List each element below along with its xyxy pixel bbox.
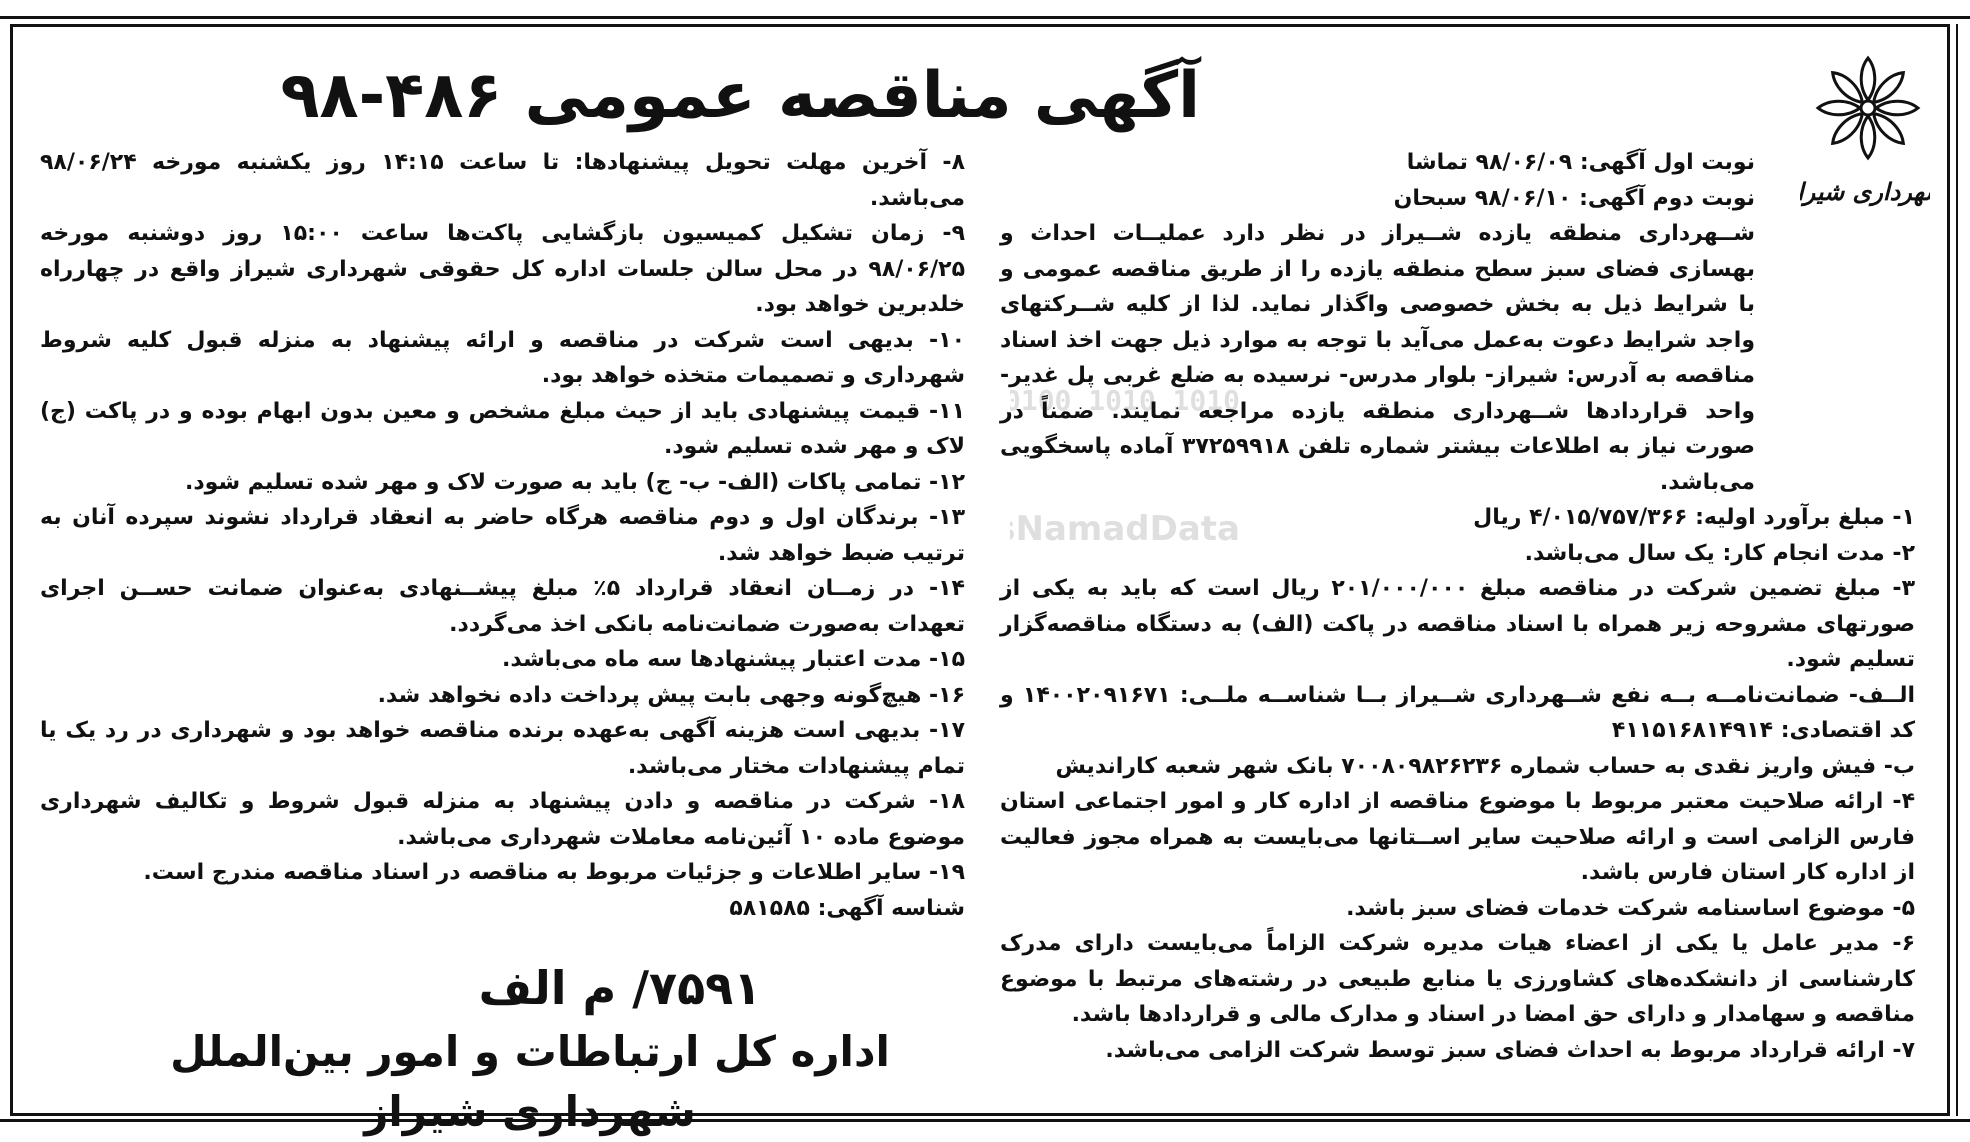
- footer-organization: اداره کل ارتباطات و امور بین‌الملل شهرداری شیراز: [170, 1027, 890, 1136]
- item-19: ۱۹- سایر اطلاعات و جزئیات مربوط به مناقصه در اسناد مناقصه مندرج است.: [143, 860, 965, 885]
- item-13: ۱۳- برندگان اول و دوم مناقصه هرگاه حاضر به انعقاد قرارداد نشوند سپرده آنان به ترتیب ضبط خواهد شد.: [40, 505, 965, 566]
- item-7: ۷- ارائه قرارداد مربوط به احداث فضای سبز توسط شرکت الزامی می‌باشد.: [1105, 1037, 1915, 1063]
- right-column: [1000, 145, 1915, 1068]
- item-14: ۱۴- در زمــان انعقاد قرارداد ۵٪ مبلغ پیشــنهادی به‌عنوان ضمانت حســن اجرای تعهدات به‌صورت ضمانت‌نامه بانکی اخذ می‌گردد.: [40, 576, 965, 637]
- watermark-digits: 0100 1010 1010: [1010, 384, 1240, 417]
- item-4: ۴- ارائه صلاحیت معتبر مربوط با موضوع مناقصه از اداره کار و امور اجتماعی استان فارس الزامی است و ارائه صلاحیت سایر اســتانها می‌بایست به همراه مجوز فعالیت از اداره کار استان فارس باشد.: [1000, 789, 1915, 885]
- item-15: ۱۵- مدت اعتبار پیشنهادها سه ماه می‌باشد.: [502, 647, 965, 672]
- item-16: ۱۶- هیچ‌گونه وجهی بابت پیش پرداخت داده نخواهد شد.: [377, 682, 965, 708]
- item-1: ۱- مبلغ برآورد اولیه: ۴/۰۱۵/۷۵۷/۳۶۶ ریال: [1473, 505, 1915, 530]
- top-border: [0, 0, 1970, 19]
- item-12: ۱۲- تمامی پاکات (الف- ب- ج) باید به صورت لاک و مهر شده تسلیم شود.: [185, 469, 965, 495]
- footer-code: ۷۵۹۱/ م الف: [478, 961, 762, 1015]
- item-5: ۵- موضوع اساسنامه شرکت خدمات فضای سبز باشد.: [1346, 895, 1915, 921]
- item-9: ۹- زمان تشکیل کمیسیون بازگشایی پاکت‌ها ساعت ۱۵:۰۰ روز دوشنبه مورخه ۹۸/۰۶/۲۵ در محل سالن جلسات اداره کل حقوقی شهرداری شیراز واقع در چهارراه خلدبرین خواهد بود.: [40, 221, 965, 317]
- item-17: ۱۷- بدیهی است هزینه آگهی به‌عهده برنده مناقصه خواهد بود و شهرداری در رد یک یا تمام پیشنهادات مختار می‌باشد.: [40, 718, 965, 779]
- watermark-brand: NamadData: [1015, 509, 1240, 549]
- intro-paragraph: شــهرداری منطقه یازده شــیراز در نظر دارد عملیــات احداث و بهسازی فضای سبز سطح منطقه یازده را از طریق مناقصه عمومی و با شرایط ذیل به بخش خصوصی واگذار نماید. لذا از کلیه شــرکتهای واجد شرایط دعوت به‌عمل می‌آید با توجه به موارد ذیل جهت اخذ اسناد مناقصه به آدرس: شیراز- بلوار مدرس- نرسیده به ضلع غربی پل غدیر- واحد قراردادها شــهرداری منطقه یازده مراجعه نمایند. ضمناً در صورت نیاز به اطلاعات بیشتر شماره تلفن ۳۷۲۵۹۹۱۸ آماده پاسخگویی می‌باشد.: [1000, 221, 1755, 495]
- item-6: ۶- مدیر عامل یا یکی از اعضاء هیات مدیره شرکت الزاماً می‌بایست دارای مدرک کارشناسی از دانشکده‌های کشاورزی یا منابع طبیعی در رشته‌های مرتبط با موضوع مناقصه و سهامدار و دارای حق امضا در اسناد و مدارک مالی و قراردادها باشد.: [1000, 931, 1915, 1027]
- item-3-a: الــف- ضمانت‌نامــه بــه نفع شــهرداری شــیراز بــا شناســه ملــی: ۱۴۰۰۲۰۹۱۶۷۱ و کد اقتصادی: ۴۱۱۵۱۶۸۱۴۹۱۴: [1000, 682, 1915, 743]
- item-3-b: ب- فیش واریز نقدی به حساب شماره ۷۰۰۸۰۹۸۲۶۲۳۶ بانک شهر شعبه کاراندیش: [1055, 753, 1915, 779]
- notice-id: شناسه آگهی: ۵۸۱۵۸۵: [729, 895, 965, 921]
- left-column: [40, 145, 965, 926]
- item-3: ۳- مبلغ تضمین شرکت در مناقصه مبلغ ۲۰۱/۰۰۰/۰۰۰ ریال است که باید به یکی از صورتهای مشروحه زیر همراه با اسناد مناقصه در پاکت (الف) به دستگاه مناقصه‌گزار تسلیم شود.: [1000, 576, 1915, 672]
- item-8: ۸- آخرین مهلت تحویل پیشنهادها: تا ساعت ۱۴:۱۵ روز یکشنبه مورخه ۹۸/۰۶/۲۴ می‌باشد.: [40, 150, 965, 211]
- item-11: ۱۱- قیمت پیشنهادی باید از حیث مبلغ مشخص و معین بدون ابهام بوده و در پاکت (ج) لاک و مهر شده تسلیم شود.: [40, 398, 965, 459]
- item-2: ۲- مدت انجام کار: یک سال می‌باشد.: [1524, 540, 1915, 566]
- item-18: ۱۸- شرکت در مناقصه و دادن پیشنهاد به منزله قبول شروط و تکالیف شهرداری موضوع ماده ۱۰ آئین‌نامه معاملات شهرداری می‌باشد.: [40, 789, 965, 850]
- item-10: ۱۰- بدیهی است شرکت در مناقصه و ارائه پیشنهاد به منزله قبول کلیه شروط شهرداری و تصمیمات متخذه خواهد بود.: [40, 327, 965, 388]
- notice-first-date: نوبت اول آگهی: ۹۸/۰۶/۰۹ تماشا: [1406, 150, 1755, 175]
- logo-text: هرداری شیر: [1803, 177, 1925, 206]
- notice-title: آگهی مناقصه عمومی ۴۸۶-۹۸: [280, 59, 1200, 133]
- notice-second-date: نوبت دوم آگهی: ۹۸/۰۶/۱۰ سبحان: [1393, 185, 1755, 211]
- right-edge-strip: [1956, 24, 1968, 1116]
